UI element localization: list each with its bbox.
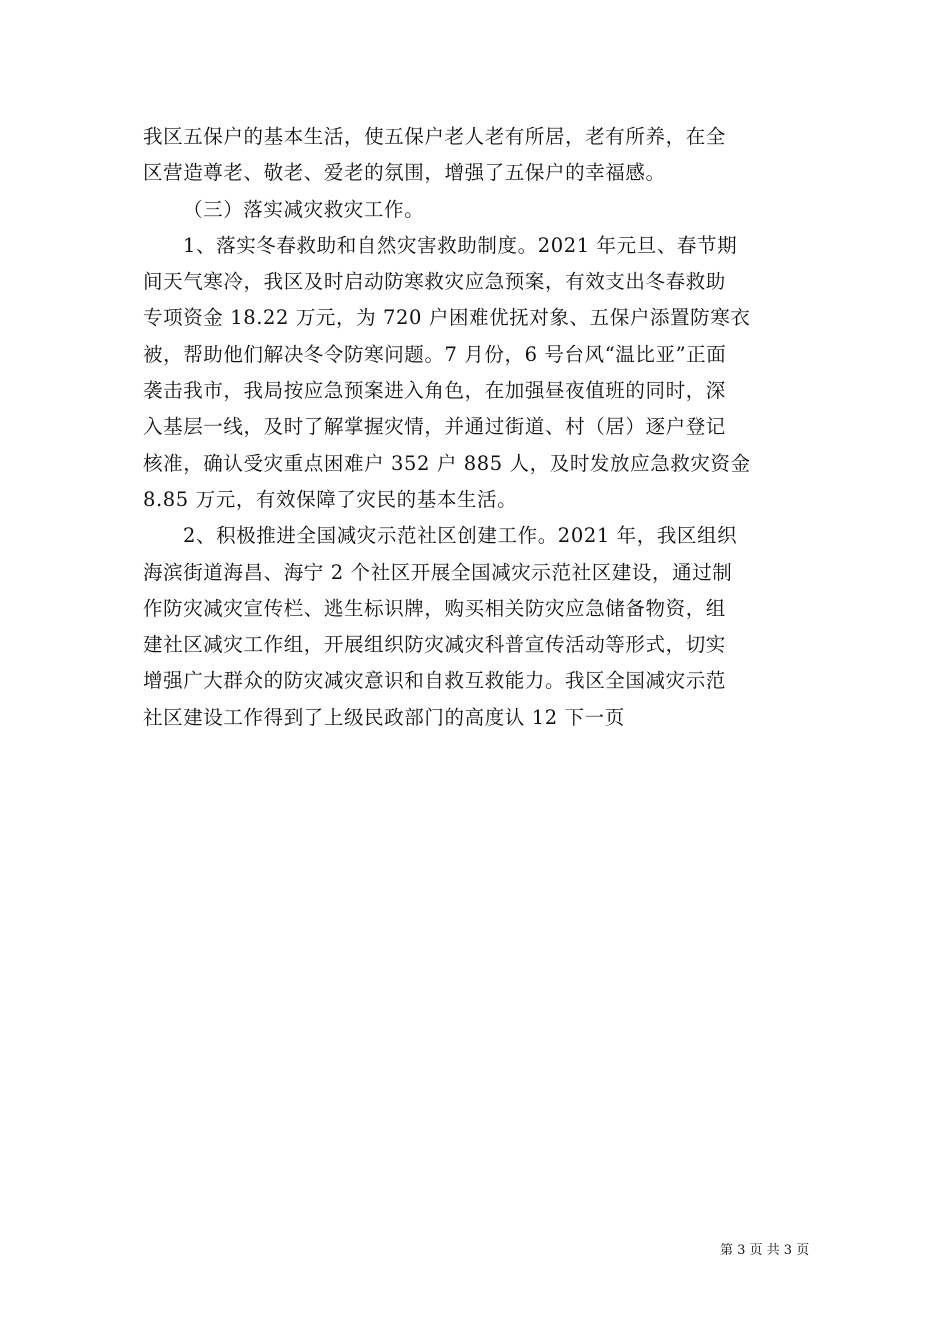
text-line: 社区建设工作得到了上级民政部门的高度认 12 下一页 bbox=[143, 705, 625, 729]
text-line: 入基层一线，及时了解掌握灾情，并通过街道、村（居）逐户登记 bbox=[143, 415, 726, 439]
text-line: 被，帮助他们解决冬令防寒问题。7 月份，6 号台风“温比亚”正面 bbox=[143, 342, 727, 366]
text-line: 作防灾减灾宣传栏、逃生标识牌，购买相关防灾应急储备物资，组 bbox=[143, 596, 726, 620]
document-body bbox=[143, 119, 808, 736]
page-number-footer: 第 3 页 共 3 页 bbox=[720, 1243, 810, 1258]
text-line: 海滨街道海昌、海宁 2 个社区开展全国减灾示范社区建设，通过制 bbox=[143, 560, 733, 584]
text-line: 专项资金 18.22 万元，为 720 户困难优抚对象、五保户添置防寒衣 bbox=[143, 306, 751, 330]
text-line: 8.85 万元，有效保障了灾民的基本生活。 bbox=[143, 487, 518, 511]
text-line: 区营造尊老、敬老、爱老的氛围，增强了五保户的幸福感。 bbox=[143, 161, 666, 185]
paragraph-start-line: 2、积极推进全国减灾示范社区创建工作。2021 年，我区组织 bbox=[183, 524, 738, 548]
text-line: 增强广大群众的防灾减灾意识和自救互救能力。我区全国减灾示范 bbox=[143, 669, 726, 693]
paragraph-start-line: 1、落实冬春救助和自然灾害救助制度。2021 年元旦、春节期 bbox=[183, 233, 738, 257]
text-line: 我区五保户的基本生活，使五保户老人老有所居，老有所养，在全 bbox=[143, 125, 726, 148]
text-line: 建社区减灾工作组，开展组织防灾减灾科普宣传活动等形式，切实 bbox=[143, 633, 726, 657]
text-line: 袭击我市，我局按应急预案进入角色，在加强昼夜值班的同时，深 bbox=[143, 379, 726, 403]
text-line: 间天气寒冷，我区及时启动防寒救灾应急预案，有效支出冬春救助 bbox=[143, 270, 726, 294]
text-line: 核准，确认受灾重点困难户 352 户 885 人，及时发放应急救灾资金 bbox=[143, 451, 751, 475]
section-heading: （三）落实减灾救灾工作。 bbox=[183, 197, 425, 221]
